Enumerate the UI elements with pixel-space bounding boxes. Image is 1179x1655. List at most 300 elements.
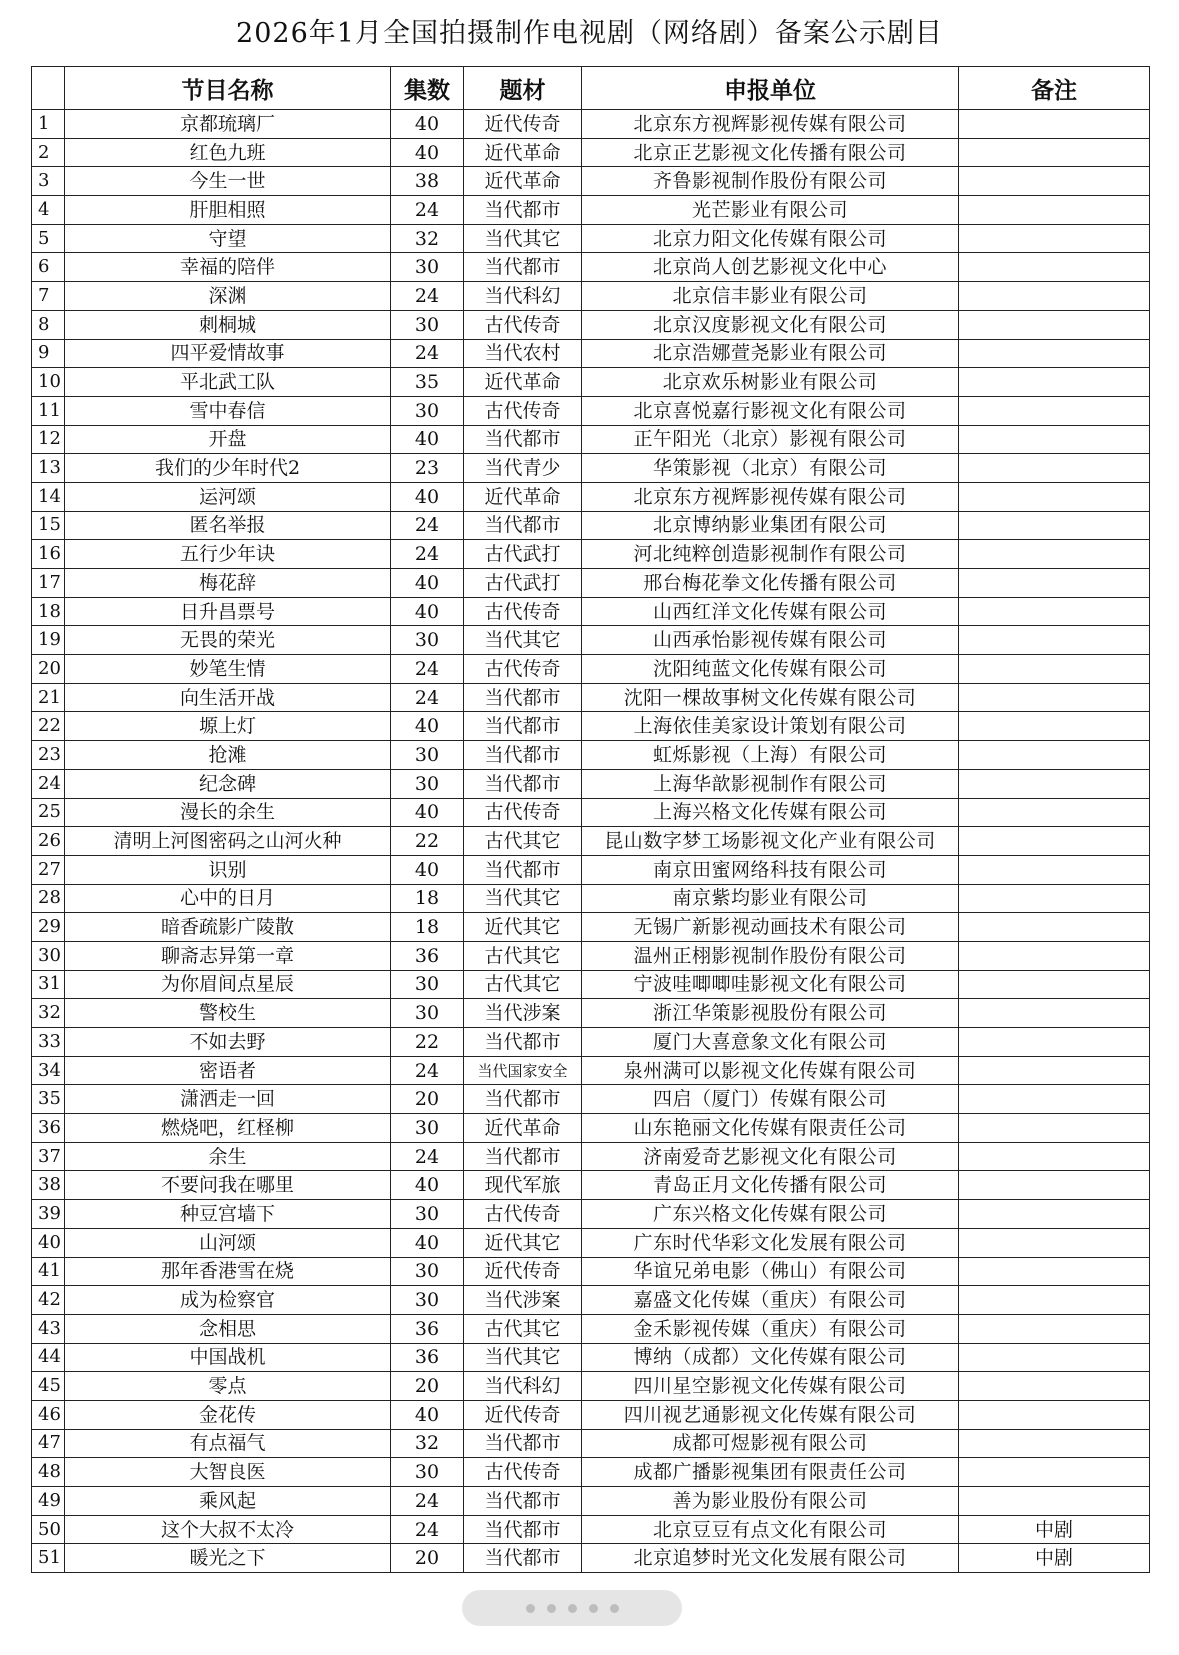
table-row xyxy=(32,1343,1150,1372)
cell-note xyxy=(959,913,1150,942)
cell-name: 雪中春信 xyxy=(65,396,391,425)
table-row xyxy=(32,970,1150,999)
cell-name: 清明上河图密码之山河火种 xyxy=(65,827,391,856)
cell-name: 不如去野 xyxy=(65,1028,391,1057)
cell-genre: 古代传奇 xyxy=(464,597,582,626)
cell-genre: 当代都市 xyxy=(464,511,582,540)
cell-company: 北京追梦时光文化发展有限公司 xyxy=(582,1544,959,1573)
cell-company: 北京豆豆有点文化有限公司 xyxy=(582,1515,959,1544)
table-body xyxy=(32,110,1150,1573)
table-row xyxy=(32,769,1150,798)
cell-company: 四川星空影视文化传媒有限公司 xyxy=(582,1372,959,1401)
cell-episodes: 30 xyxy=(391,396,464,425)
cell-company: 泉州满可以影视文化传媒有限公司 xyxy=(582,1056,959,1085)
table-header xyxy=(32,67,1150,110)
cell-no: 3 xyxy=(32,167,65,196)
cell-note: 中剧 xyxy=(959,1544,1150,1573)
cell-company: 华策影视（北京）有限公司 xyxy=(582,454,959,483)
cell-genre: 当代都市 xyxy=(464,1544,582,1573)
cell-no: 15 xyxy=(32,511,65,540)
cell-genre: 近代其它 xyxy=(464,1228,582,1257)
cell-name: 中国战机 xyxy=(65,1343,391,1372)
header-row xyxy=(32,67,1150,110)
cell-no: 28 xyxy=(32,884,65,913)
cell-genre: 当代其它 xyxy=(464,224,582,253)
cell-company: 北京欢乐树影业有限公司 xyxy=(582,368,959,397)
cell-no: 5 xyxy=(32,224,65,253)
table-row xyxy=(32,827,1150,856)
cell-episodes: 40 xyxy=(391,482,464,511)
cell-genre: 近代革命 xyxy=(464,167,582,196)
cell-name: 运河颂 xyxy=(65,482,391,511)
cell-note xyxy=(959,712,1150,741)
cell-note xyxy=(959,1228,1150,1257)
cell-episodes: 30 xyxy=(391,1114,464,1143)
table-row xyxy=(32,396,1150,425)
cell-episodes: 30 xyxy=(391,970,464,999)
table-row xyxy=(32,1085,1150,1114)
cell-company: 河北纯粹创造影视制作有限公司 xyxy=(582,540,959,569)
cell-episodes: 30 xyxy=(391,1458,464,1487)
cell-note xyxy=(959,540,1150,569)
cell-note xyxy=(959,626,1150,655)
cell-company: 虹烁影视（上海）有限公司 xyxy=(582,741,959,770)
cell-no: 9 xyxy=(32,339,65,368)
cell-note xyxy=(959,769,1150,798)
cell-name: 种豆宫墙下 xyxy=(65,1200,391,1229)
cell-name: 零点 xyxy=(65,1372,391,1401)
table-row xyxy=(32,1400,1150,1429)
cell-genre: 当代国家安全 xyxy=(464,1056,582,1085)
table-row xyxy=(32,138,1150,167)
cell-no: 31 xyxy=(32,970,65,999)
cell-genre: 古代武打 xyxy=(464,569,582,598)
cell-episodes: 30 xyxy=(391,999,464,1028)
cell-genre: 当代都市 xyxy=(464,1142,582,1171)
cell-no: 44 xyxy=(32,1343,65,1372)
cell-no: 41 xyxy=(32,1257,65,1286)
cell-genre: 古代其它 xyxy=(464,941,582,970)
cell-no: 37 xyxy=(32,1142,65,1171)
table-row xyxy=(32,1372,1150,1401)
cell-company: 北京喜悦嘉行影视文化有限公司 xyxy=(582,396,959,425)
cell-note xyxy=(959,110,1150,139)
cell-no: 43 xyxy=(32,1314,65,1343)
cell-no: 36 xyxy=(32,1114,65,1143)
cell-name: 妙笔生情 xyxy=(65,655,391,684)
cell-name: 抢滩 xyxy=(65,741,391,770)
table-row xyxy=(32,482,1150,511)
cell-no: 49 xyxy=(32,1487,65,1516)
cell-genre: 古代其它 xyxy=(464,1314,582,1343)
cell-no: 26 xyxy=(32,827,65,856)
cell-name: 不要问我在哪里 xyxy=(65,1171,391,1200)
table-row xyxy=(32,1257,1150,1286)
cell-genre: 当代都市 xyxy=(464,1085,582,1114)
table-row xyxy=(32,884,1150,913)
cell-company: 青岛正月文化传播有限公司 xyxy=(582,1171,959,1200)
cell-no: 38 xyxy=(32,1171,65,1200)
cell-company: 浙江华策影视股份有限公司 xyxy=(582,999,959,1028)
cell-no: 2 xyxy=(32,138,65,167)
cell-name: 我们的少年时代2 xyxy=(65,454,391,483)
cell-episodes: 30 xyxy=(391,1200,464,1229)
header-name: 节目名称 xyxy=(65,67,391,110)
cell-episodes: 40 xyxy=(391,855,464,884)
watermark-dot-icon xyxy=(610,1604,619,1613)
cell-note xyxy=(959,1429,1150,1458)
table-row xyxy=(32,1056,1150,1085)
table-row xyxy=(32,655,1150,684)
cell-company: 光芒影业有限公司 xyxy=(582,196,959,225)
cell-no: 40 xyxy=(32,1228,65,1257)
cell-episodes: 30 xyxy=(391,1257,464,1286)
cell-name: 那年香港雪在烧 xyxy=(65,1257,391,1286)
cell-genre: 当代都市 xyxy=(464,1487,582,1516)
cell-episodes: 38 xyxy=(391,167,464,196)
cell-episodes: 30 xyxy=(391,253,464,282)
cell-genre: 古代传奇 xyxy=(464,1458,582,1487)
cell-company: 厦门大喜意象文化有限公司 xyxy=(582,1028,959,1057)
filing-table xyxy=(31,66,1150,1573)
cell-episodes: 23 xyxy=(391,454,464,483)
cell-company: 北京浩娜萱尧影业有限公司 xyxy=(582,339,959,368)
watermark-dot-icon xyxy=(547,1604,556,1613)
cell-genre: 当代其它 xyxy=(464,884,582,913)
table-row xyxy=(32,425,1150,454)
cell-name: 五行少年诀 xyxy=(65,540,391,569)
cell-name: 塬上灯 xyxy=(65,712,391,741)
cell-no: 35 xyxy=(32,1085,65,1114)
cell-episodes: 30 xyxy=(391,626,464,655)
cell-no: 8 xyxy=(32,310,65,339)
cell-episodes: 40 xyxy=(391,1400,464,1429)
cell-episodes: 40 xyxy=(391,138,464,167)
cell-genre: 当代都市 xyxy=(464,855,582,884)
table-row xyxy=(32,1429,1150,1458)
cell-genre: 当代都市 xyxy=(464,741,582,770)
cell-genre: 当代青少 xyxy=(464,454,582,483)
cell-episodes: 22 xyxy=(391,827,464,856)
cell-name: 山河颂 xyxy=(65,1228,391,1257)
cell-episodes: 24 xyxy=(391,683,464,712)
cell-no: 10 xyxy=(32,368,65,397)
cell-company: 成都可煜影视有限公司 xyxy=(582,1429,959,1458)
cell-genre: 近代革命 xyxy=(464,368,582,397)
cell-company: 齐鲁影视制作股份有限公司 xyxy=(582,167,959,196)
cell-genre: 近代其它 xyxy=(464,913,582,942)
watermark-dot-icon xyxy=(526,1604,535,1613)
table-row xyxy=(32,798,1150,827)
cell-note xyxy=(959,1142,1150,1171)
cell-genre: 当代科幻 xyxy=(464,282,582,311)
table-row xyxy=(32,712,1150,741)
cell-name: 日升昌票号 xyxy=(65,597,391,626)
cell-genre: 当代都市 xyxy=(464,253,582,282)
cell-name: 京都琉璃厂 xyxy=(65,110,391,139)
cell-name: 暖光之下 xyxy=(65,1544,391,1573)
cell-episodes: 30 xyxy=(391,769,464,798)
cell-note xyxy=(959,999,1150,1028)
cell-note xyxy=(959,798,1150,827)
cell-company: 南京紫均影业有限公司 xyxy=(582,884,959,913)
cell-note xyxy=(959,741,1150,770)
cell-name: 深渊 xyxy=(65,282,391,311)
cell-no: 7 xyxy=(32,282,65,311)
cell-note xyxy=(959,1171,1150,1200)
cell-name: 红色九班 xyxy=(65,138,391,167)
cell-episodes: 30 xyxy=(391,741,464,770)
cell-note xyxy=(959,454,1150,483)
cell-genre: 当代都市 xyxy=(464,769,582,798)
cell-no: 29 xyxy=(32,913,65,942)
cell-episodes: 18 xyxy=(391,913,464,942)
table-row xyxy=(32,569,1150,598)
cell-name: 暗香疏影广陵散 xyxy=(65,913,391,942)
table-row xyxy=(32,1114,1150,1143)
cell-no: 23 xyxy=(32,741,65,770)
cell-name: 纪念碑 xyxy=(65,769,391,798)
cell-episodes: 20 xyxy=(391,1372,464,1401)
cell-episodes: 32 xyxy=(391,224,464,253)
cell-genre: 当代都市 xyxy=(464,1429,582,1458)
table-row xyxy=(32,855,1150,884)
cell-episodes: 40 xyxy=(391,712,464,741)
cell-no: 13 xyxy=(32,454,65,483)
cell-episodes: 32 xyxy=(391,1429,464,1458)
cell-genre: 当代涉案 xyxy=(464,999,582,1028)
cell-genre: 当代农村 xyxy=(464,339,582,368)
cell-no: 18 xyxy=(32,597,65,626)
cell-genre: 当代都市 xyxy=(464,196,582,225)
cell-episodes: 36 xyxy=(391,941,464,970)
cell-name: 这个大叔不太冷 xyxy=(65,1515,391,1544)
cell-no: 50 xyxy=(32,1515,65,1544)
cell-note xyxy=(959,1085,1150,1114)
cell-name: 密语者 xyxy=(65,1056,391,1085)
cell-episodes: 24 xyxy=(391,655,464,684)
cell-name: 潇洒走一回 xyxy=(65,1085,391,1114)
cell-note xyxy=(959,884,1150,913)
cell-no: 48 xyxy=(32,1458,65,1487)
cell-no: 1 xyxy=(32,110,65,139)
cell-genre: 当代都市 xyxy=(464,1515,582,1544)
cell-company: 成都广播影视集团有限责任公司 xyxy=(582,1458,959,1487)
cell-note xyxy=(959,167,1150,196)
table-row xyxy=(32,1228,1150,1257)
cell-genre: 近代革命 xyxy=(464,482,582,511)
cell-note xyxy=(959,1487,1150,1516)
table-row xyxy=(32,282,1150,311)
cell-genre: 当代都市 xyxy=(464,712,582,741)
table-row xyxy=(32,110,1150,139)
cell-genre: 当代其它 xyxy=(464,626,582,655)
cell-no: 32 xyxy=(32,999,65,1028)
cell-genre: 现代军旅 xyxy=(464,1171,582,1200)
cell-name: 向生活开战 xyxy=(65,683,391,712)
cell-note xyxy=(959,1400,1150,1429)
cell-name: 大智良医 xyxy=(65,1458,391,1487)
cell-company: 济南爱奇艺影视文化有限公司 xyxy=(582,1142,959,1171)
cell-episodes: 18 xyxy=(391,884,464,913)
cell-note xyxy=(959,339,1150,368)
cell-note xyxy=(959,827,1150,856)
cell-episodes: 24 xyxy=(391,1515,464,1544)
cell-note xyxy=(959,1372,1150,1401)
cell-episodes: 35 xyxy=(391,368,464,397)
header-no xyxy=(32,67,65,110)
cell-note xyxy=(959,1257,1150,1286)
cell-episodes: 40 xyxy=(391,1228,464,1257)
cell-company: 宁波哇唧唧哇影视文化有限公司 xyxy=(582,970,959,999)
cell-company: 上海依佳美家设计策划有限公司 xyxy=(582,712,959,741)
cell-episodes: 36 xyxy=(391,1343,464,1372)
cell-company: 广东兴格文化传媒有限公司 xyxy=(582,1200,959,1229)
cell-no: 4 xyxy=(32,196,65,225)
cell-note xyxy=(959,941,1150,970)
cell-company: 华谊兄弟电影（佛山）有限公司 xyxy=(582,1257,959,1286)
cell-note xyxy=(959,855,1150,884)
cell-episodes: 30 xyxy=(391,1286,464,1315)
cell-episodes: 30 xyxy=(391,310,464,339)
table-row xyxy=(32,167,1150,196)
cell-company: 北京汉度影视文化有限公司 xyxy=(582,310,959,339)
cell-note xyxy=(959,970,1150,999)
cell-name: 开盘 xyxy=(65,425,391,454)
cell-company: 正午阳光（北京）影视有限公司 xyxy=(582,425,959,454)
table-row xyxy=(32,454,1150,483)
cell-company: 北京东方视辉影视传媒有限公司 xyxy=(582,482,959,511)
cell-name: 成为检察官 xyxy=(65,1286,391,1315)
cell-no: 45 xyxy=(32,1372,65,1401)
cell-no: 30 xyxy=(32,941,65,970)
cell-company: 北京博纳影业集团有限公司 xyxy=(582,511,959,540)
cell-note xyxy=(959,1028,1150,1057)
cell-no: 21 xyxy=(32,683,65,712)
cell-name: 漫长的余生 xyxy=(65,798,391,827)
cell-episodes: 40 xyxy=(391,597,464,626)
cell-note xyxy=(959,396,1150,425)
cell-episodes: 40 xyxy=(391,798,464,827)
cell-no: 46 xyxy=(32,1400,65,1429)
cell-note xyxy=(959,196,1150,225)
cell-no: 19 xyxy=(32,626,65,655)
cell-company: 山西承怡影视传媒有限公司 xyxy=(582,626,959,655)
table-row xyxy=(32,310,1150,339)
table-row xyxy=(32,196,1150,225)
cell-note xyxy=(959,1458,1150,1487)
cell-no: 22 xyxy=(32,712,65,741)
page-title: 2026年1月全国拍摄制作电视剧（网络剧）备案公示剧目 xyxy=(236,18,943,49)
cell-name: 守望 xyxy=(65,224,391,253)
cell-name: 聊斋志异第一章 xyxy=(65,941,391,970)
cell-name: 匿名举报 xyxy=(65,511,391,540)
cell-episodes: 24 xyxy=(391,540,464,569)
cell-name: 刺桐城 xyxy=(65,310,391,339)
cell-no: 39 xyxy=(32,1200,65,1229)
cell-name: 余生 xyxy=(65,1142,391,1171)
cell-episodes: 40 xyxy=(391,110,464,139)
cell-note xyxy=(959,1286,1150,1315)
cell-no: 16 xyxy=(32,540,65,569)
cell-company: 四启（厦门）传媒有限公司 xyxy=(582,1085,959,1114)
cell-no: 24 xyxy=(32,769,65,798)
cell-name: 肝胆相照 xyxy=(65,196,391,225)
cell-note xyxy=(959,1056,1150,1085)
table-row xyxy=(32,626,1150,655)
cell-episodes: 40 xyxy=(391,569,464,598)
cell-no: 17 xyxy=(32,569,65,598)
table-row xyxy=(32,741,1150,770)
cell-company: 金禾影视传媒（重庆）有限公司 xyxy=(582,1314,959,1343)
header-episodes: 集数 xyxy=(391,67,464,110)
table-row xyxy=(32,1314,1150,1343)
cell-genre: 当代都市 xyxy=(464,1028,582,1057)
cell-note: 中剧 xyxy=(959,1515,1150,1544)
cell-genre: 近代革命 xyxy=(464,1114,582,1143)
cell-note xyxy=(959,655,1150,684)
cell-no: 12 xyxy=(32,425,65,454)
table-row xyxy=(32,224,1150,253)
cell-genre: 古代传奇 xyxy=(464,310,582,339)
cell-company: 沈阳纯蓝文化传媒有限公司 xyxy=(582,655,959,684)
cell-note xyxy=(959,253,1150,282)
cell-no: 11 xyxy=(32,396,65,425)
table-row xyxy=(32,339,1150,368)
cell-episodes: 24 xyxy=(391,1056,464,1085)
table-row xyxy=(32,913,1150,942)
cell-genre: 当代其它 xyxy=(464,1343,582,1372)
watermark-overlay xyxy=(462,1590,682,1626)
header-genre: 题材 xyxy=(464,67,582,110)
table-row xyxy=(32,683,1150,712)
cell-name: 今生一世 xyxy=(65,167,391,196)
cell-note xyxy=(959,282,1150,311)
cell-name: 为你眉间点星辰 xyxy=(65,970,391,999)
header-note: 备注 xyxy=(959,67,1150,110)
cell-genre: 当代涉案 xyxy=(464,1286,582,1315)
cell-no: 34 xyxy=(32,1056,65,1085)
cell-note xyxy=(959,138,1150,167)
cell-name: 燃烧吧，红柽柳 xyxy=(65,1114,391,1143)
cell-no: 51 xyxy=(32,1544,65,1573)
cell-name: 金花传 xyxy=(65,1400,391,1429)
cell-company: 广东时代华彩文化发展有限公司 xyxy=(582,1228,959,1257)
cell-company: 北京力阳文化传媒有限公司 xyxy=(582,224,959,253)
cell-genre: 当代科幻 xyxy=(464,1372,582,1401)
cell-company: 北京尚人创艺影视文化中心 xyxy=(582,253,959,282)
cell-note xyxy=(959,425,1150,454)
cell-company: 四川视艺通影视文化传媒有限公司 xyxy=(582,1400,959,1429)
cell-note xyxy=(959,482,1150,511)
cell-no: 47 xyxy=(32,1429,65,1458)
cell-genre: 古代传奇 xyxy=(464,655,582,684)
table-row xyxy=(32,1171,1150,1200)
table-row xyxy=(32,1544,1150,1573)
cell-genre: 古代其它 xyxy=(464,970,582,999)
cell-company: 山东艳丽文化传媒有限责任公司 xyxy=(582,1114,959,1143)
cell-name: 识别 xyxy=(65,855,391,884)
table-row xyxy=(32,1515,1150,1544)
table-row xyxy=(32,1487,1150,1516)
cell-name: 心中的日月 xyxy=(65,884,391,913)
cell-genre: 古代传奇 xyxy=(464,396,582,425)
cell-episodes: 20 xyxy=(391,1085,464,1114)
cell-note xyxy=(959,1314,1150,1343)
cell-no: 27 xyxy=(32,855,65,884)
cell-company: 博纳（成都）文化传媒有限公司 xyxy=(582,1343,959,1372)
cell-genre: 近代革命 xyxy=(464,138,582,167)
